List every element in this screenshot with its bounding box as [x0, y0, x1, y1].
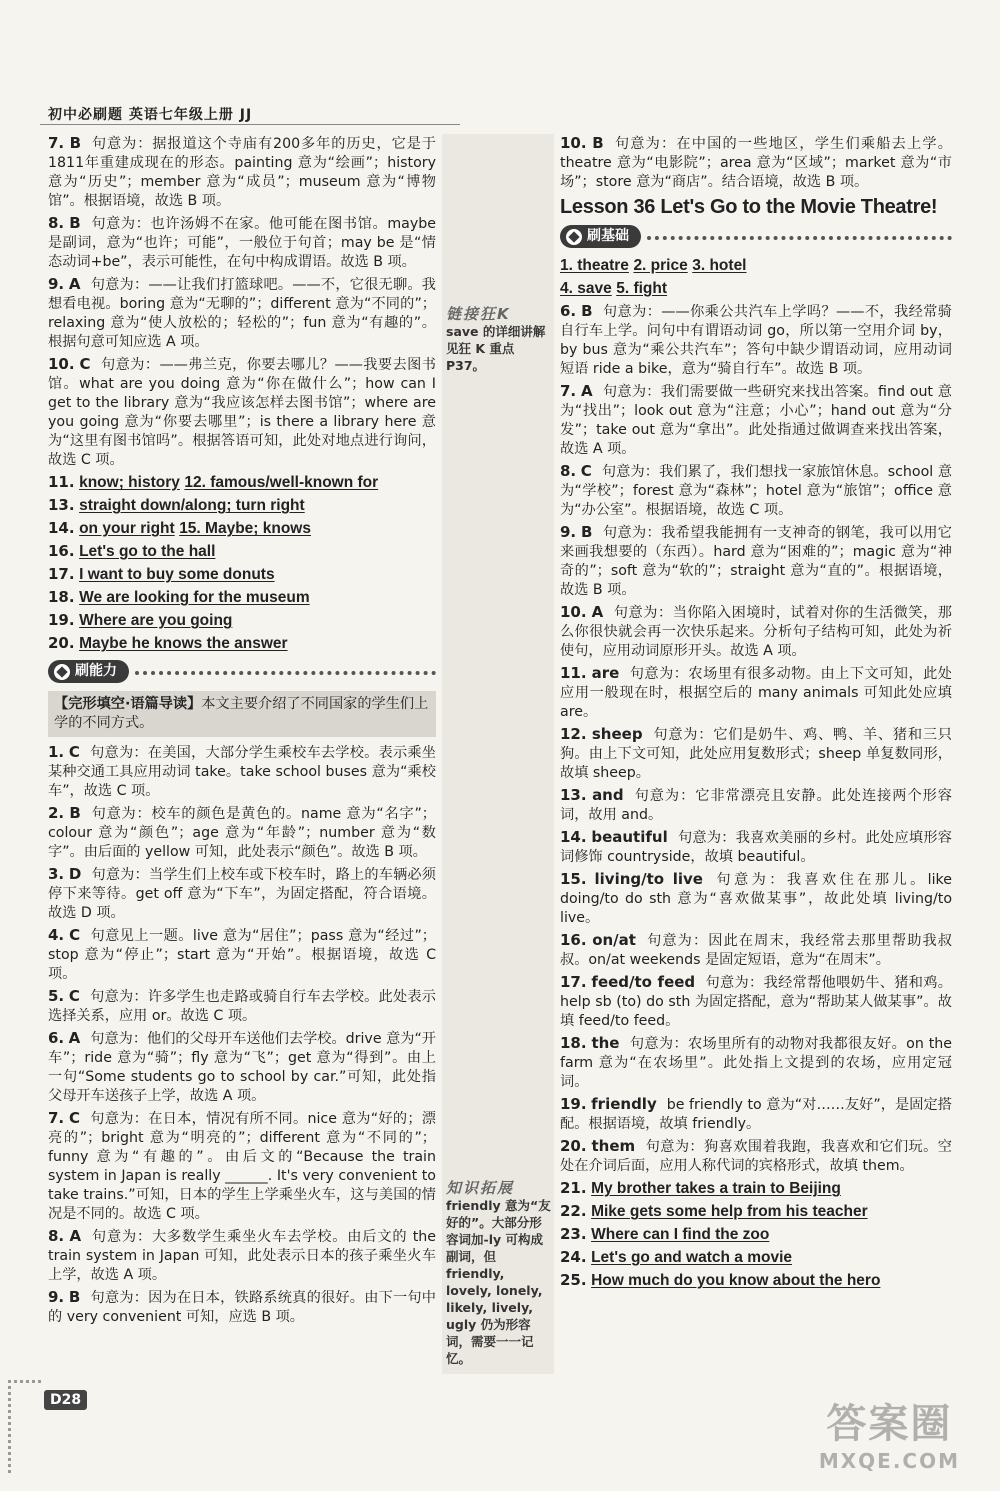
item-answer: C — [68, 743, 80, 761]
item-answer: B — [69, 134, 81, 152]
item-number: 14. — [48, 519, 75, 537]
item-number: 19. — [560, 1095, 587, 1113]
fill-row — [560, 1179, 952, 1199]
item-number: 11. — [560, 664, 587, 682]
page-number: D28 — [44, 1390, 87, 1410]
fill-row — [48, 611, 436, 631]
item-explanation: 句意为：他们的父母开车送他们去学校。drive 意为“开车”；ride 意为“骑”；fly 意为“飞”；get 意为“得到”。由上一句“Some students go to school by car.”可知，此处指父母开车送孩子上学，故选 A 项。 — [48, 1031, 436, 1104]
item-answer: are — [591, 664, 620, 682]
basic-badge-pill — [560, 225, 641, 248]
right-item-top — [560, 134, 952, 192]
basic-badge — [560, 225, 952, 248]
item-number: 10. — [560, 603, 587, 621]
item-explanation: 句意为：我喜欢美丽的乡村。此处应填形容词修饰 countryside，故填 beautiful。 — [560, 830, 952, 865]
left-b-item — [48, 1288, 436, 1327]
item-number: 13. — [48, 496, 75, 514]
fill-row — [48, 588, 436, 608]
item-answer: C — [68, 987, 80, 1005]
item-answer: C — [580, 462, 592, 480]
item-explanation: 句意为：校车的颜色是黄色的。name 意为“名字”；colour 意为“颜色”；age 意为“年龄”；number 意为“数字”。由后面的 yellow 可知，此处表示“颜色”。故选 B 项。 — [48, 806, 436, 860]
item-number: 5. — [48, 987, 65, 1005]
cloze-intro-text: 本文主要介绍了不同国家的学生们上学的不同方式。 — [54, 696, 429, 731]
item-number: 14. — [560, 828, 587, 846]
fill-answer: straight down/along; turn right — [79, 497, 305, 514]
item-explanation: 句意为：——弗兰克，你要去哪儿？——我要去图书馆。what are you doing 意为“你在做什么”；how can I get to the library 意为“我应该怎样去图书馆”；where are you going 意为“你要去哪里”；is there a library here 意为“这里有图书馆吗”。根据答语可知，此处对地点进行询问，故选 C 项。 — [48, 357, 436, 468]
dotted-rule — [135, 671, 436, 675]
item-number: 7. — [48, 1109, 65, 1127]
item-explanation: be friendly to 意为“对……友好”，是固定搭配。根据语境，故填 friendly。 — [560, 1097, 952, 1132]
item-answer: the — [591, 1034, 620, 1052]
basic-badge-label: 刷基础 — [587, 228, 629, 244]
pen-icon — [566, 229, 582, 245]
fill-answer: 15. Maybe; knows — [179, 520, 311, 537]
left-b-item — [48, 1227, 436, 1285]
item-explanation: 句意为：大多数学生乘坐火车去学校。由后文的 the train system in Japan 可知，此处表示日本的孩子乘坐火车上学，故选 A 项。 — [48, 1229, 436, 1283]
item-answer: beautiful — [591, 828, 668, 846]
item-explanation: 句意为：许多学生也走路或骑自行车去学校。此处表示选择关系，应用 or。故选 C 项。 — [48, 989, 436, 1024]
fill-answer: How much do you know about the hero — [591, 1272, 881, 1289]
item-explanation: 句意为：我喜欢住在那儿。like doing/to do sth 意为“喜欢做某事”，故此处填 living/to live。 — [560, 872, 952, 926]
fill-answer: We are looking for the museum — [79, 589, 310, 606]
watermark-url: MXQE.COM — [818, 1449, 960, 1473]
cloze-intro-tag: 【完形填空·语篇导读】 — [54, 696, 202, 712]
left-b-item — [48, 987, 436, 1026]
item-number: 18. — [560, 1034, 587, 1052]
right-item — [560, 828, 952, 867]
ability-badge — [48, 660, 436, 683]
left-items-a — [48, 134, 436, 470]
item-number: 6. — [48, 1029, 65, 1047]
fill-answer: on your right — [79, 520, 175, 537]
item-number: 20. — [48, 634, 75, 652]
item-answer: A — [68, 1029, 81, 1047]
page-header: 初中必刷题 英语七年级上册 JJ — [48, 107, 253, 123]
item-explanation: 句意为：当你陷入困境时，试着对你的生活微笑，那么你很快就会再一次快乐起来。分析句子结构可知，此处为祈使句，应用动词原形开头。故选 A 项。 — [560, 605, 952, 659]
item-explanation: 句意为：它们是奶牛、鸡、鸭、羊、猪和三只狗。由上下文可知，此处应用复数形式；sheep 单复数同形，故填 sheep。 — [560, 727, 952, 781]
item-answer: feed/to feed — [591, 973, 696, 991]
item-number: 7. — [560, 382, 577, 400]
item-answer: on/at — [592, 931, 636, 949]
fill-row — [560, 1248, 952, 1268]
fill-row — [560, 1271, 952, 1291]
cloze-intro — [48, 691, 436, 737]
item-number: 17. — [48, 565, 75, 583]
item-number: 10. — [48, 355, 75, 373]
item-answer: them — [591, 1137, 636, 1155]
right-item — [560, 725, 952, 783]
item-explanation: 句意为：农场里有很多动物。由上下文可知，此处应用一般现在时，根据空后的 many animals 可知此处应填 are。 — [560, 666, 952, 720]
item-answer: B — [68, 1288, 81, 1306]
fill-row — [560, 279, 952, 299]
fill-row — [560, 256, 952, 276]
item-answer: A — [580, 382, 593, 400]
right-item — [560, 603, 952, 661]
fill-row — [48, 519, 436, 539]
fill-answer: I want to buy some donuts — [79, 566, 275, 583]
right-item — [560, 786, 952, 825]
side-note-link — [446, 306, 552, 374]
fill-answer: Where can I find the zoo — [591, 1226, 770, 1243]
item-explanation: 句意为：在中国的一些地区，学生们乘船去上学。theatre 意为“电影院”；area 意为“区域”；market 意为“市场”；store 意为“商店”。结合语境，故选 B 项。 — [560, 136, 952, 190]
item-answer: friendly — [591, 1095, 657, 1113]
left-b-item — [48, 865, 436, 923]
side-note-knowledge-text: friendly 意为“友好的”。大部分形容词加-ly 可构成副词，但 friendly, lovely, lonely, likely, lively, ugly 仍为形容词，需要一一记忆。 — [446, 1198, 551, 1366]
pen-icon — [54, 664, 70, 680]
item-number: 12. — [560, 725, 587, 743]
right-item — [560, 382, 952, 459]
fill-answer: Mike gets some help from his teacher — [591, 1203, 868, 1220]
item-number: 8. — [48, 214, 65, 232]
fill-answer: 2. price — [633, 257, 688, 274]
left-b-item — [48, 1029, 436, 1106]
left-b-item — [48, 743, 436, 801]
item-number: 13. — [560, 786, 587, 804]
fill-row — [560, 1202, 952, 1222]
item-answer: A — [591, 603, 604, 621]
fill-row — [48, 634, 436, 654]
fill-answer: Maybe he knows the answer — [79, 635, 288, 652]
corner-decoration — [8, 1380, 41, 1473]
item-number: 9. — [48, 1288, 65, 1306]
left-a-item — [48, 214, 436, 272]
item-explanation: 句意为：——你乘公共汽车上学吗？——不，我经常骑自行车上学。问句中有谓语动词 go，所以第一空用介词 by，by bus 意为“乘公共汽车”；答句中缺少谓语动词，应用动词短语 ride a bike，意为“骑自行车”。故选 B 项。 — [560, 304, 952, 377]
fill-row — [48, 496, 436, 516]
left-a-item — [48, 275, 436, 352]
fill-answer: Let's go and watch a movie — [591, 1249, 793, 1266]
right-item — [560, 664, 952, 722]
item-explanation: 句意为：我经常帮他喂奶牛、猪和鸡。help sb (to) do sth 为固定搭配，意为“帮助某人做某事”。故填 feed/to feed。 — [560, 975, 952, 1029]
item-explanation: 句意为：我们需要做一些研究来找出答案。find out 意为“找出”；look out 意为“注意；小心”；hand out 意为“分发”；take out 意为“拿出”。此处指通过做调查来找出答案，故选 A 项。 — [560, 384, 952, 457]
right-items — [560, 302, 952, 1176]
fill-answer: 12. famous/well-known for — [184, 474, 379, 491]
item-answer: B — [69, 804, 81, 822]
ability-badge-label: 刷能力 — [75, 663, 117, 679]
item-explanation: 句意为：在美国，大部分学生乘校车去学校。表示乘坐某种交通工具应用动词 take。take school buses 意为“乘校车”，故选 C 项。 — [48, 745, 436, 799]
item-number: 18. — [48, 588, 75, 606]
item-number: 25. — [560, 1271, 587, 1289]
item-answer: D — [68, 865, 82, 883]
right-column — [560, 134, 952, 1294]
item-explanation: 句意为：我们累了，我们想找一家旅馆休息。school 意为“学校”；forest 意为“森林”；hotel 意为“旅馆”；office 意为“办公室”。根据语境，故选 C 项。 — [560, 464, 953, 518]
item-explanation: 句意为：它非常漂亮且安静。此处连接两个形容词，故用 and。 — [560, 788, 952, 823]
item-number: 24. — [560, 1248, 587, 1266]
left-b-item — [48, 1109, 436, 1224]
item-number: 6. — [560, 302, 577, 320]
left-a-item — [48, 134, 436, 211]
item-number: 3. — [48, 865, 65, 883]
item-number: 23. — [560, 1225, 587, 1243]
item-number: 22. — [560, 1202, 587, 1220]
item-number: 19. — [48, 611, 75, 629]
item-answer: B — [69, 214, 81, 232]
watermark-title: 答案圈 — [826, 1401, 953, 1447]
watermark — [819, 1392, 960, 1473]
side-note-knowledge-head: 知识拓展 — [446, 1179, 515, 1197]
item-explanation: 句意为：在日本，情况有所不同。nice 意为“好的；漂亮的”；bright 意为“明亮的”；different 意为“不同的”；funny 意为“有趣的”。由后文的“Because the train system in Japan is really ______. It's very convenient to take trains.”可知，日本的学生上学乘坐火车，这与美国的情况是不同的。故选 C 项。 — [48, 1111, 436, 1222]
item-number: 16. — [560, 931, 587, 949]
item-number: 15. — [560, 870, 587, 888]
item-number: 4. — [48, 926, 65, 944]
item-number: 9. — [48, 275, 65, 293]
right-item — [560, 1095, 952, 1134]
right-item — [560, 302, 952, 379]
side-note-knowledge — [446, 1180, 552, 1367]
right-item — [560, 1034, 952, 1092]
item-explanation: 句意见上一题。live 意为“居住”；pass 意为“经过”；stop 意为“停止”；start 意为“开始”。根据语境，故选 C 项。 — [48, 928, 436, 982]
item-number: 16. — [48, 542, 75, 560]
fill-row — [48, 473, 436, 493]
fill-answer: 3. hotel — [692, 257, 747, 274]
right-fill-top — [560, 256, 952, 299]
left-fill-answers — [48, 473, 436, 654]
fill-answer: 5. fight — [616, 280, 668, 297]
right-item — [560, 523, 952, 600]
ability-badge-pill — [48, 660, 129, 683]
fill-answer: My brother takes a train to Beijing — [591, 1180, 841, 1197]
dotted-rule — [647, 236, 952, 240]
fill-answer: 4. save — [560, 280, 612, 297]
item-number: 11. — [48, 473, 75, 491]
fill-answer: Let's go to the hall — [79, 543, 216, 560]
fill-row — [48, 542, 436, 562]
item-answer: living/to live — [594, 870, 703, 888]
item-answer: A — [69, 1227, 82, 1245]
item-explanation: 句意为：农场里所有的动物对我都很友好。on the farm 意为“在农场里”。此处指上文提到的农场，应用定冠词。 — [560, 1036, 953, 1090]
header-divider — [40, 124, 460, 125]
item-number: 9. — [560, 523, 577, 541]
item-number: 1. — [48, 743, 65, 761]
item-number: 2. — [48, 804, 65, 822]
item-number: 17. — [560, 973, 587, 991]
fill-row — [48, 565, 436, 585]
item-explanation: 句意为：我希望我能拥有一支神奇的钢笔，我可以用它来画我想要的（东西）。hard 意为“困难的”；magic 意为“神奇的”；soft 意为“软的”；straight 意为“直的”。根据语境，故选 B 项。 — [560, 525, 952, 598]
fill-row — [560, 1225, 952, 1245]
item-answer: C — [79, 355, 91, 373]
left-a-item — [48, 355, 436, 470]
right-item — [560, 973, 952, 1031]
item-number: 7. — [48, 134, 65, 152]
fill-answer: 1. theatre — [560, 257, 629, 274]
item-answer: B — [592, 134, 604, 152]
side-note-link-head: 链接狂K — [446, 305, 511, 323]
item-explanation: 句意为：当学生们上校车或下校车时，路上的车辆必须停下来等待。get off 意为“下车”，为固定搭配，符合语境。故选 D 项。 — [48, 867, 436, 921]
item-explanation: 句意为：也许汤姆不在家。他可能在图书馆。maybe 是副词，意为“也许；可能”，一般位于句首；may be 是“情态动词+be”，表示可能性，在句中构成谓语。故选 B 项。 — [48, 216, 436, 270]
left-b-item — [48, 926, 436, 984]
item-answer: B — [581, 523, 593, 541]
item-explanation: 句意为：据报道这个寺庙有200多年的历史，它是于1811年重建成现在的形态。painting 意为“绘画”；history 意为“历史”；member 意为“成员”；museum 意为“博物馆”。根据语境，故选 B 项。 — [48, 136, 436, 209]
left-b-item — [48, 804, 436, 862]
left-column — [48, 134, 436, 1330]
item-answer: and — [592, 786, 624, 804]
item-answer: C — [69, 926, 81, 944]
item-number: 10. — [560, 134, 587, 152]
right-item — [560, 462, 952, 520]
item-answer: C — [68, 1109, 80, 1127]
fill-answer: Where are you going — [79, 612, 233, 629]
item-explanation: 句意为：狗喜欢围着我跑，我喜欢和它们玩。空处在介词后面，应用人称代词的宾格形式，故填 them。 — [560, 1139, 952, 1174]
item-number: 8. — [48, 1227, 65, 1245]
right-item — [560, 870, 952, 928]
item-explanation: 句意为：——让我们打篮球吧。——不，它很无聊。我想看电视。boring 意为“无聊的”；different 意为“不同的”；relaxing 意为“使人放松的；轻松的”；fun 意为“有趣的”。根据句意可知应选 A 项。 — [48, 277, 436, 350]
item-answer: sheep — [591, 725, 643, 743]
side-note-link-text: save 的详细讲解见狂 K 重点 P37。 — [446, 324, 546, 373]
fill-answer: know; history — [79, 474, 180, 491]
right-item — [560, 1137, 952, 1176]
item-number: 21. — [560, 1179, 587, 1197]
right-item — [560, 931, 952, 970]
lesson-title: Lesson 36 Let's Go to the Movie Theatre! — [560, 196, 938, 218]
right-fill-bottom — [560, 1179, 952, 1291]
item-number: 20. — [560, 1137, 587, 1155]
item-number: 8. — [560, 462, 577, 480]
item-explanation: 句意为：因此在周末，我经常去那里帮助我叔叔。on/at weekends 是固定短语，意为“在周末”。 — [560, 933, 952, 968]
left-items-b — [48, 743, 436, 1327]
item-answer: A — [68, 275, 81, 293]
item-answer: B — [581, 302, 593, 320]
item-explanation: 句意为：因为在日本，铁路系统真的很好。由下一句中的 very convenient 可知，应选 B 项。 — [48, 1290, 436, 1325]
